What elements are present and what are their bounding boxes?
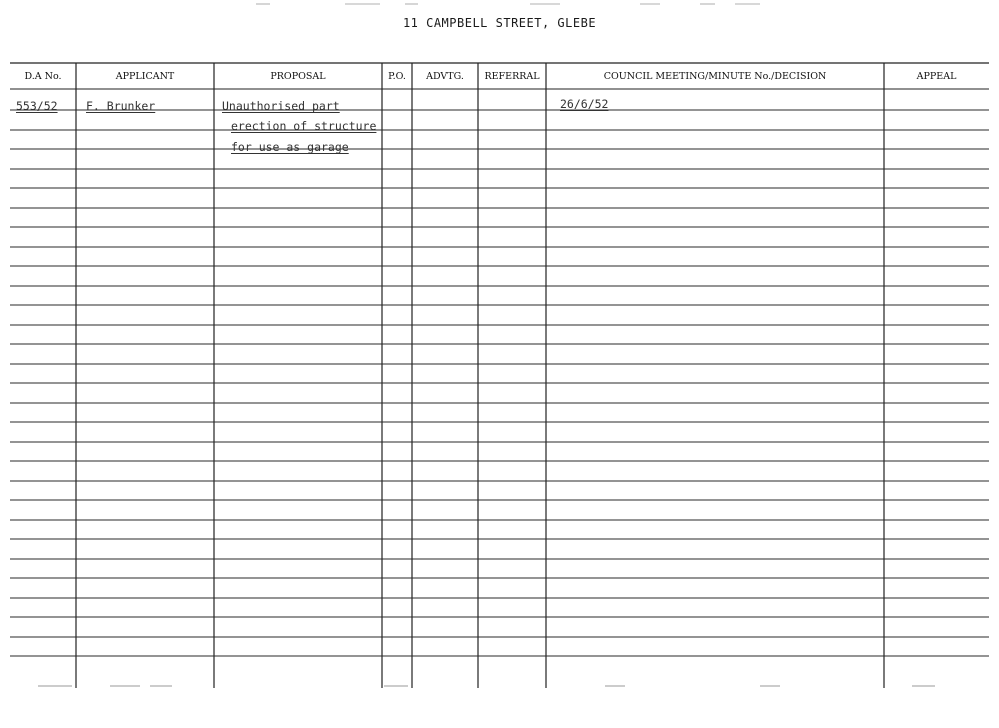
header-proposal: PROPOSAL [270,71,326,82]
cell-council-decision: 26/6/52 [560,97,609,111]
header-referral: REFERRAL [484,71,540,82]
cell-proposal-line-3: for use as garage [231,140,349,154]
page-title: 11 CAMPBELL STREET, GLEBE [402,16,597,30]
header-advtg: ADVTG. [426,71,464,82]
header-council-decision: COUNCIL MEETING/MINUTE No./DECISION [603,71,827,82]
cell-da-no: 553/52 [16,99,58,113]
cell-applicant: F. Brunker [86,99,156,113]
header-applicant: APPLICANT [115,71,175,82]
cell-proposal-line-1: Unauthorised part [222,99,340,113]
cell-proposal-line-2: erection of structure [231,119,377,133]
header-da-no: D.A No. [24,71,62,82]
header-po: P.O. [388,71,406,82]
header-appeal: APPEAL [916,71,957,82]
